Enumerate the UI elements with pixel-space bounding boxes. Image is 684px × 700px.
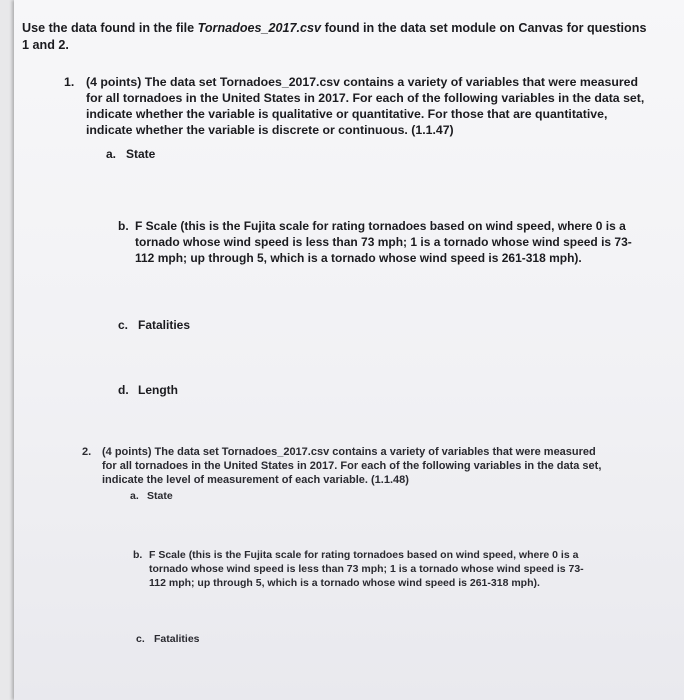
question-1 — [64, 74, 644, 138]
q2-item-c-label: c. — [136, 633, 145, 645]
question-1-line: for all tornadoes in the United States in 2017. For each of the following variables in the data set, — [86, 91, 645, 105]
q2-item-c — [136, 632, 200, 646]
question-1-line: (4 points) The data set Tornadoes_2017.csv contains a variety of variables that were measured — [86, 75, 638, 89]
intro-line-1: Use the data found in the file Tornadoes_2017.csv found in the data set module on Canvas for questions — [22, 21, 647, 35]
intro-paragraph — [22, 20, 646, 54]
question-2 — [82, 445, 601, 487]
q1-item-c-label: c. — [118, 318, 129, 332]
q1-item-d-text: Length — [138, 383, 178, 397]
question-2-line: indicate the level of measurement of each variable. (1.1.48) — [102, 474, 409, 486]
q2-item-b-text: tornado whose wind speed is less than 73 mph; 1 is a tornado whose wind speed is 73- — [149, 563, 584, 575]
intro-filename: Tornadoes_2017.csv — [197, 21, 322, 35]
q2-item-a-label: a. — [130, 490, 139, 502]
q1-item-a-label: a. — [106, 147, 117, 161]
question-1-line: indicate whether the variable is qualitative or quantitative. For those that are quantitative, — [86, 107, 608, 121]
q2-item-b — [133, 548, 584, 590]
q1-item-b-text: tornado whose wind speed is less than 73 mph; 1 is a tornado whose wind speed is 73- — [135, 235, 632, 249]
q1-item-c — [118, 317, 190, 333]
q2-item-c-text: Fatalities — [154, 633, 200, 645]
q1-item-b-text: F Scale (this is the Fujita scale for rating tornadoes based on wind speed, where 0 is a — [135, 219, 626, 233]
question-2-number: 2. — [82, 446, 92, 458]
q2-item-b-text: F Scale (this is the Fujita scale for rating tornadoes based on wind speed, where 0 is a — [149, 549, 579, 561]
intro-line-2: 1 and 2. — [22, 38, 69, 52]
q1-item-d — [118, 382, 178, 398]
q2-item-a-text: State — [147, 490, 173, 502]
q1-item-a — [106, 146, 155, 162]
question-2-line: for all tornadoes in the United States in 2017. For each of the following variables in the data set, — [102, 460, 602, 472]
q2-item-a — [130, 489, 173, 503]
question-1-line: indicate whether the variable is discrete or continuous. (1.1.47) — [86, 123, 454, 137]
q2-item-b-label: b. — [133, 549, 143, 561]
q1-item-b-label: b. — [118, 219, 129, 233]
q1-item-a-text: State — [126, 147, 156, 161]
question-1-number: 1. — [64, 75, 75, 89]
q2-item-b-text: 112 mph; up through 5, which is a tornado whose wind speed is 261-318 mph). — [149, 577, 540, 589]
q1-item-c-text: Fatalities — [138, 318, 191, 332]
q1-item-b — [118, 218, 632, 266]
q1-item-b-text: 112 mph; up through 5, which is a tornado whose wind speed is 261-318 mph). — [135, 251, 582, 265]
question-2-line: (4 points) The data set Tornadoes_2017.csv contains a variety of variables that were measured — [102, 446, 596, 458]
document-page — [14, 0, 684, 700]
q1-item-d-label: d. — [118, 383, 129, 397]
